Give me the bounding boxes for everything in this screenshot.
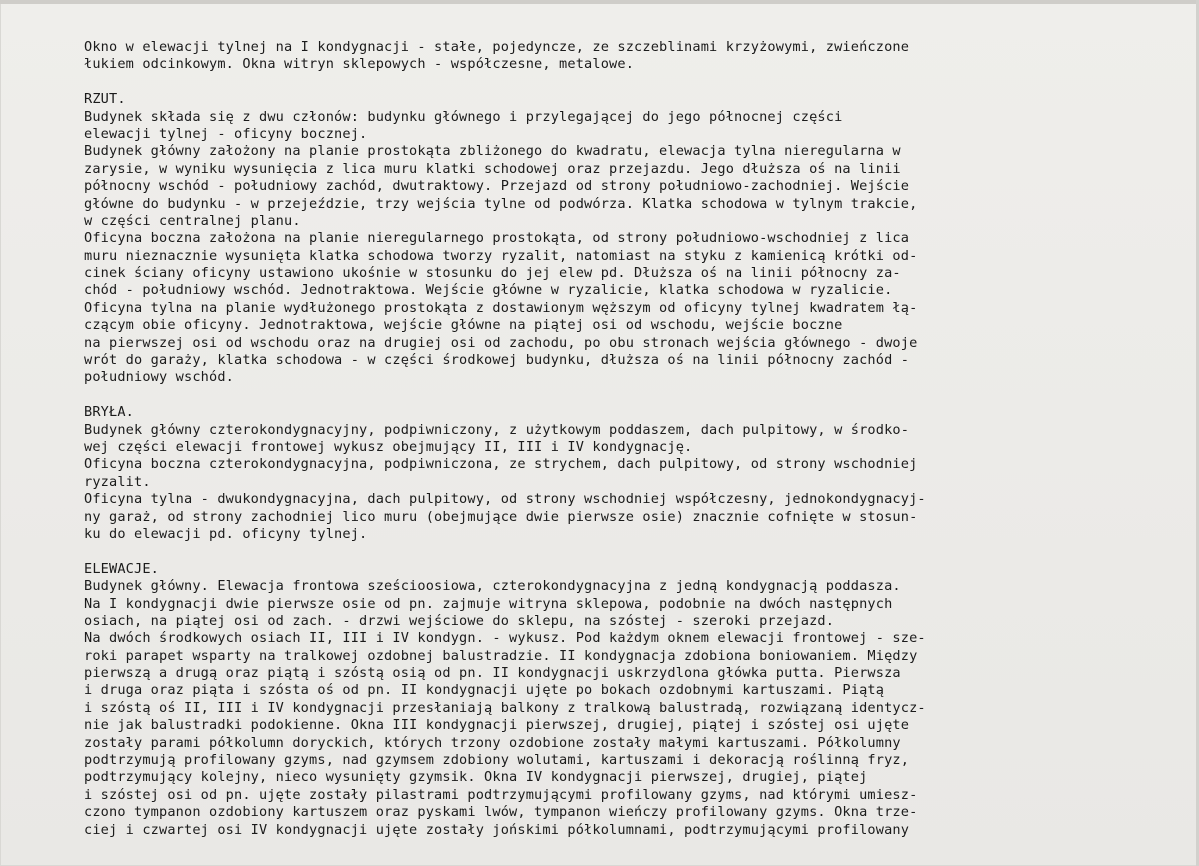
text-line: na pierwszej osi od wschodu oraz na drugiej osi od zachodu, po obu stronach wejścia głównego - dwoje <box>84 334 918 351</box>
text-line: zostały parami półkolumn doryckich, których trzony ozdobione zostały małymi kartuszami. Półkolumny <box>84 734 901 751</box>
blank-line <box>84 543 1124 560</box>
text-line: chód - południowy wschód. Jednotraktowa. Wejście główne w ryzalicie, klatka schodowa w ryzalicie. <box>84 282 893 299</box>
text-line: wrót do garaży, klatka schodowa - w części środkowej budynku, dłuższa oś na linii północny zachód - <box>84 352 910 369</box>
text-line: ciej i czwartej osi IV kondygnacji ujęte zostały jońskimi półkolumnami, podtrzymującymi profilowany <box>84 821 910 838</box>
text-line: podtrzymują profilowany gzyms, nad gzymsem zdobiony wolutami, kartuszami i dekoracją roślinną fryz, <box>84 752 910 769</box>
text-line: Budynek główny czterokondygnacyjny, podpiwniczony, z użytkowym poddaszem, dach pulpitowy, w środko- <box>84 421 910 438</box>
text-line: zarysie, w wyniku wysunięcia z lica muru klatki schodowej oraz przejazdu. Jego dłuższa oś na linii <box>84 160 901 177</box>
text-line: Oficyna boczna czterokondygnacyjna, podpiwniczona, ze strychem, dach pulpitowy, od strony wschodniej <box>84 456 918 473</box>
section-heading: ELEWACJE. <box>84 560 160 577</box>
text-line: południowy wschód. <box>84 369 235 386</box>
text-line: w części centralnej planu. <box>84 212 301 229</box>
text-line: Budynek składa się z dwu członów: budynku głównego i przylegającej do jego północnej części <box>84 108 843 125</box>
section-heading: BRYŁA. <box>84 404 135 421</box>
text-line: wej części elewacji frontowej wykusz obejmujący II, III i IV kondygnację. <box>84 438 693 455</box>
text-line: roki parapet wsparty na tralkowej ozdobnej balustradzie. II kondygnacja zdobiona boniowaniem. Między <box>84 647 918 664</box>
text-line: Oficyna tylna - dwukondygnacyjna, dach pulpitowy, od strony wschodniej współczesny, jednokondygnacyj- <box>84 491 926 508</box>
text-line: cinek ściany oficyny ustawiono ukośnie w stosunku do jej elew pd. Dłuższa oś na linii północny za- <box>84 265 901 282</box>
text-line: łukiem odcinkowym. Okna witryn sklepowych - współczesne, metalowe. <box>84 56 635 73</box>
text-line: główne do budynku - w przejeździe, trzy wejścia tylne od podwórza. Klatka schodowa w tylnym trakcie, <box>84 195 918 212</box>
text-line: Na I kondygnacji dwie pierwsze osie od pn. zajmuje witryna sklepowa, podobnie na dwóch następnych <box>84 595 893 612</box>
text-line: osiach, na piątej osi od zach. - drzwi wejściowe do sklepu, na szóstej - szeroki przejazd. <box>84 612 835 629</box>
text-line: i szóstej osi od pn. ujęte zostały pilastrami podtrzymującymi profilowany gzyms, nad którymi umiesz- <box>84 786 918 803</box>
text-line: Budynek główny. Elewacja frontowa sześcioosiowa, czterokondygnacyjna z jedną kondygnacją poddasza. <box>84 578 901 595</box>
scan-top-edge <box>0 0 1199 4</box>
text-line: elewacji tylnej - oficyny bocznej. <box>84 125 368 142</box>
text-line: czącym obie oficyny. Jednotraktowa, wejście główne na piątej osi od wschodu, wejście boczne <box>84 317 843 334</box>
text-line: Budynek główny założony na planie prostokąta zbliżonego do kwadratu, elewacja tylna nieregularna w <box>84 143 901 160</box>
text-line: ny garaż, od strony zachodniej lico muru (obejmujące dwie pierwsze osie) znacznie cofnięte w stosun- <box>84 508 918 525</box>
text-line: nie jak balustradki podokienne. Okna III kondygnacji pierwszej, drugiej, piątej i szóstej osi ujęte <box>84 717 910 734</box>
section-rzut <box>84 91 1124 387</box>
blank-line <box>84 74 1124 91</box>
text-line: i druga oraz piąta i szósta oś od pn. II kondygnacji ujęte po bokach ozdobnymi kartuszami. Piątą <box>84 682 885 699</box>
section-bryla <box>84 404 1124 543</box>
text-line: Na dwóch środkowych osiach II, III i IV kondygn. - wykusz. Pod każdym oknem elewacji frontowej - sze- <box>84 630 926 647</box>
text-line: pierwszą a drugą oraz piątą i szóstą osią od pn. II kondygnacji uskrzydlona główka putta. Pierwsza <box>84 665 901 682</box>
text-line: podtrzymujący kolejny, nieco wysunięty gzymsik. Okna IV kondygnacji pierwszej, drugiej, piątej <box>84 769 868 786</box>
text-line: Oficyna tylna na planie wydłużonego prostokąta z dostawionym węższym od oficyny tylnej kwadratem łą- <box>84 299 918 316</box>
blank-line <box>84 387 1124 404</box>
section-intro <box>84 39 1124 74</box>
section-elewacje <box>84 561 1124 839</box>
document-text <box>84 39 1124 839</box>
text-line: i szóstą oś II, III i IV kondygnacji przesłaniają balkony z tralkową balustradą, rozwiązaną identycz- <box>84 699 926 716</box>
text-line: muru nieznacznie wysunięta klatka schodowa tworzy ryzalit, natomiast na styku z kamienicą krótki od- <box>84 247 918 264</box>
text-line: ryzalit. <box>84 473 151 490</box>
text-line: czono tympanon ozdobiony kartuszem oraz pyskami lwów, tympanon wieńczy profilowany gzyms. Okna trze- <box>84 804 918 821</box>
section-heading: RZUT. <box>84 91 126 108</box>
text-line: Okno w elewacji tylnej na I kondygnacji - stałe, pojedyncze, ze szczeblinami krzyżowymi, zwieńczone <box>84 39 910 55</box>
text-line: ku do elewacji pd. oficyny tylnej. <box>84 525 368 542</box>
text-line: północny wschód - południowy zachód, dwutraktowy. Przejazd od strony południowo-zachodniej. Wejście <box>84 178 910 195</box>
text-line: Oficyna boczna założona na planie nieregularnego prostokąta, od strony południowo-wschodniej z lica <box>84 230 910 247</box>
